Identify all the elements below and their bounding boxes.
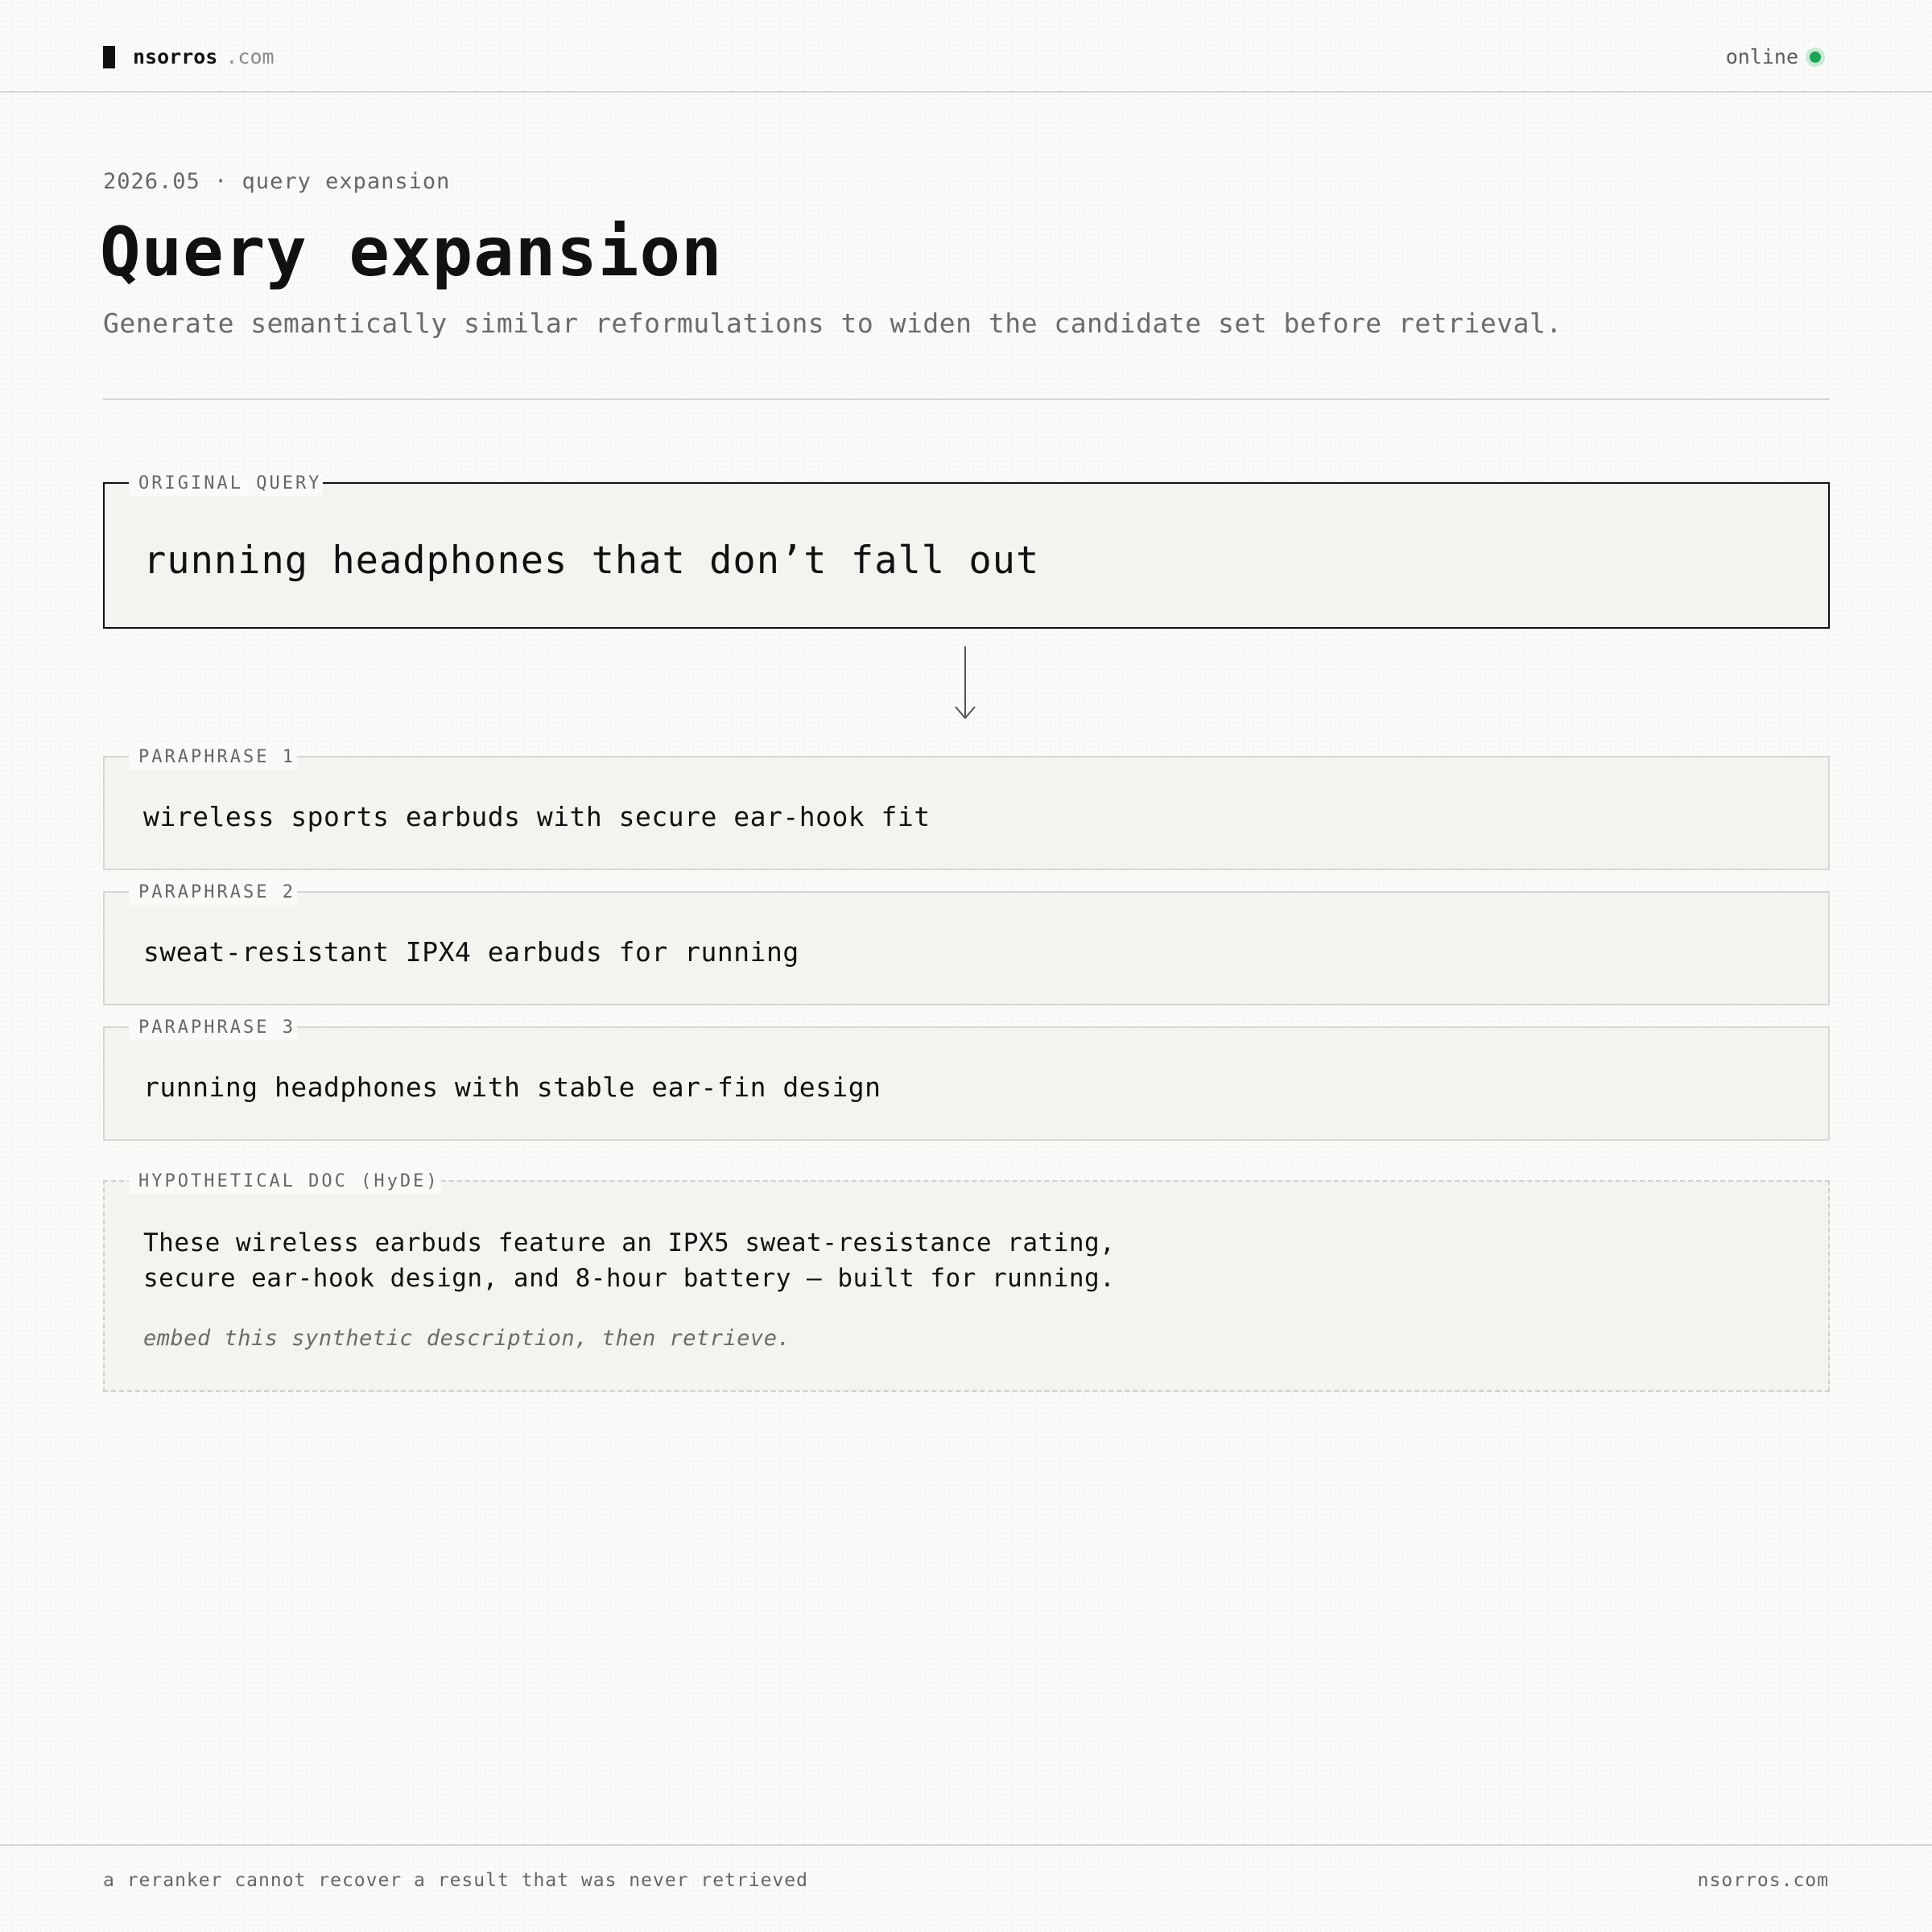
page-title: Query expansion [100,213,723,291]
hyde-label: HYPOTHETICAL DOC (HyDE) [129,1170,441,1194]
hyde-card [103,1171,1830,1392]
paraphrase-text: running headphones with stable ear-fin design [143,1071,881,1103]
status-label: online [1725,45,1798,68]
top-bar [0,0,1932,93]
post-meta: 2026.05 · query expansion [103,169,451,194]
paraphrase-label: PARAPHRASE 1 [129,745,297,770]
hyde-line: These wireless earbuds feature an IPX5 sweat-resistance rating, [143,1228,1116,1257]
page-subtitle: Generate semantically similar reformulations to widen the candidate set before retrieval. [103,308,1563,339]
hyde-note: embed this synthetic description, then retrieve. [143,1326,791,1351]
paraphrase-card [103,747,1830,870]
hyde-line: secure ear-hook design, and 8-hour battery — built for running. [143,1264,1116,1293]
footer-tagline: a reranker cannot recover a result that was never retrieved [103,1870,808,1891]
arrow-down-icon [951,646,980,720]
footer-site-link[interactable]: nsorros.com [1697,1870,1829,1891]
paraphrase-label: PARAPHRASE 3 [129,1016,297,1040]
original-query-card [103,473,1830,629]
paraphrase-card [103,1018,1830,1141]
square-block-icon [103,46,115,68]
brand-tld: .com [225,45,275,68]
paraphrase-text: wireless sports earbuds with secure ear-hook fit [143,801,931,832]
section-divider [103,398,1830,400]
brand-logo[interactable] [103,44,275,70]
status-indicator [1726,44,1821,70]
paraphrase-text: sweat-resistant IPX4 earbuds for running [143,936,799,968]
hyde-text [143,1225,1115,1296]
paraphrase-label: PARAPHRASE 2 [129,881,297,905]
status-dot-icon [1810,52,1821,63]
original-query-label: ORIGINAL QUERY [129,472,323,496]
paraphrase-card [103,882,1830,1005]
brand-name: nsorros [133,45,218,68]
original-query-text: running headphones that don’t fall out [143,539,1040,583]
footer [0,1844,1932,1932]
